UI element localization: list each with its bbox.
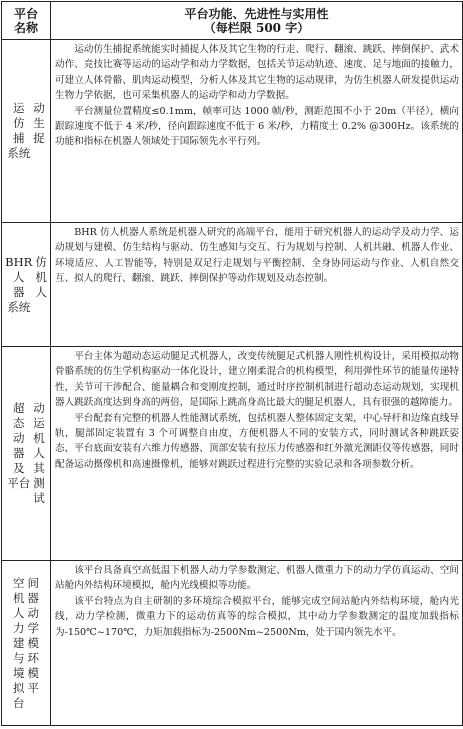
platform-name-left-col: 空 机 人 力 建 与 境 拟 台 [13,575,25,710]
platform-name-cell [2,40,51,223]
description-paragraph: BHR 仿人机器人系统是机器人研究的高端平台，能用于研究机器人的运动学及动力学、运动规划与建模、仿生结构与驱动、仿生感知与交互、行为规划与控制、人机共融、机器人作业、环境适应、人工智能等，特别是双足行走规划与平衡控制、全身协同运动与作业、人机自然交互、拟人的爬行、翻滚、跳跃、摔倒保护等动作规划及动态控制。 [55,227,459,285]
platform-name-left-col: BHR 人 器 系统 [5,254,33,314]
platform-name-cell [2,561,51,726]
header-name-cell [2,2,51,40]
header-name-line2: 名称 [13,20,38,35]
table-row [2,40,463,223]
platform-name-right-col: 仿 机 人 [35,254,47,299]
platform-name-right-col: 动 运 机 人 其 测 试 [33,401,45,505]
header-name-line1: 平台 [13,6,38,21]
table-row [2,561,463,726]
header-desc-line2: （每栏限 500 字） [203,20,310,35]
table-row [2,223,463,347]
platform-name-left-col: 运 仿 捕 系统 [7,101,31,160]
platform-description-cell [51,40,463,223]
platform-description-cell [51,561,463,726]
description-paragraph: 该平台特点为自主研制的多环境综合模拟平台，能够完成空间站舱内外结构环境，舱内光线，动力学检测，微重力下的运动仿真等的综合模拟，其中动力学参数测定的温度加载指标为-150℃~170℃，力矩加载指标为-2500Nm~2500Nm，处于国内领先水平。 [55,595,459,638]
header-desc-line1: 平台功能、先进性与实用性 [184,6,329,21]
description-paragraph: 运动仿生捕捉系统能实时捕捉人体及其它生物的行走、爬行、翻滚、跳跃、摔倒保护、武术动作、竞技比赛等运动的运动学和动力学数据，包括关节运动轨迹、速度、足与地面的接触力，可建立人体骨骼、肌肉运动模型，分析人体及其它生物的运动规律，为仿生机器人研发提供运动生物力学依据，也可采集机器人的运动学和动力学数据。 [55,44,459,102]
header-row [2,2,463,40]
platform-description-cell [51,347,463,561]
description-paragraph: 该平台具备真空高低温下机器人动力学参数测定、机器人微重力下的动力学仿真运动、空间站舱内外结构环境模拟，舱内光线模拟等功能。 [55,565,459,592]
platform-name-right-col: 动 生 捉 [33,101,45,145]
description-paragraph: 平台主体为超动态运动腿足式机器人，改变传统腿足式机器人刚性机构设计，采用模拟动物骨骼系统的仿生学机构驱动一体化设计，建立刚柔混合的机构模型，利用弹性环节的能量传递特性，关节可干涉配合、能量耦合和变刚度控制，通过时序控制机制进行超动态运动规划，实现机器人跳跃高度达到身高的两倍，是国际上跳高身高比最大的腿足机器人，具有很强的越障能力。 [55,351,459,409]
header-desc-cell [51,2,463,40]
description-paragraph: 平台配套有完整的机器人性能测试系统，包括机器人整体固定支架，中心导杆和边缘直线导轨，腿部固定装置有 3 个可调整自由度，方便机器人不同的安装方式，同时测试各种跳跃姿态，平台底面安装有六维力传感器、顶部安装有拉压力传感器和红外激光测距仪等传感器，同时配备运动摄像机和高速摄像机，能够对跳跃过程进行完整的实验记录和各项参数分析。 [55,412,459,470]
table-row [2,347,463,561]
platform-description-cell [51,223,463,347]
platform-name-right-col: 间 器 动 学 模 环 模 平 [27,575,39,695]
platform-name-cell [2,347,51,561]
description-paragraph: 平台测量位置精度≤0.1mm，帧率可达 1000 帧/秒，测距范围不小于 20m（半径），横向跟踪速度不低于 4 米/秒，径向跟踪速度不低于 6 米/秒，力精度土 0.2% @300Hz。该系统的功能和指标在机器人领域处于国际领先水平行列。 [55,105,459,148]
platform-table [1,1,463,726]
platform-name-left-col: 超 态 动 器 及 平台 [7,401,31,490]
platform-name-cell [2,223,51,347]
